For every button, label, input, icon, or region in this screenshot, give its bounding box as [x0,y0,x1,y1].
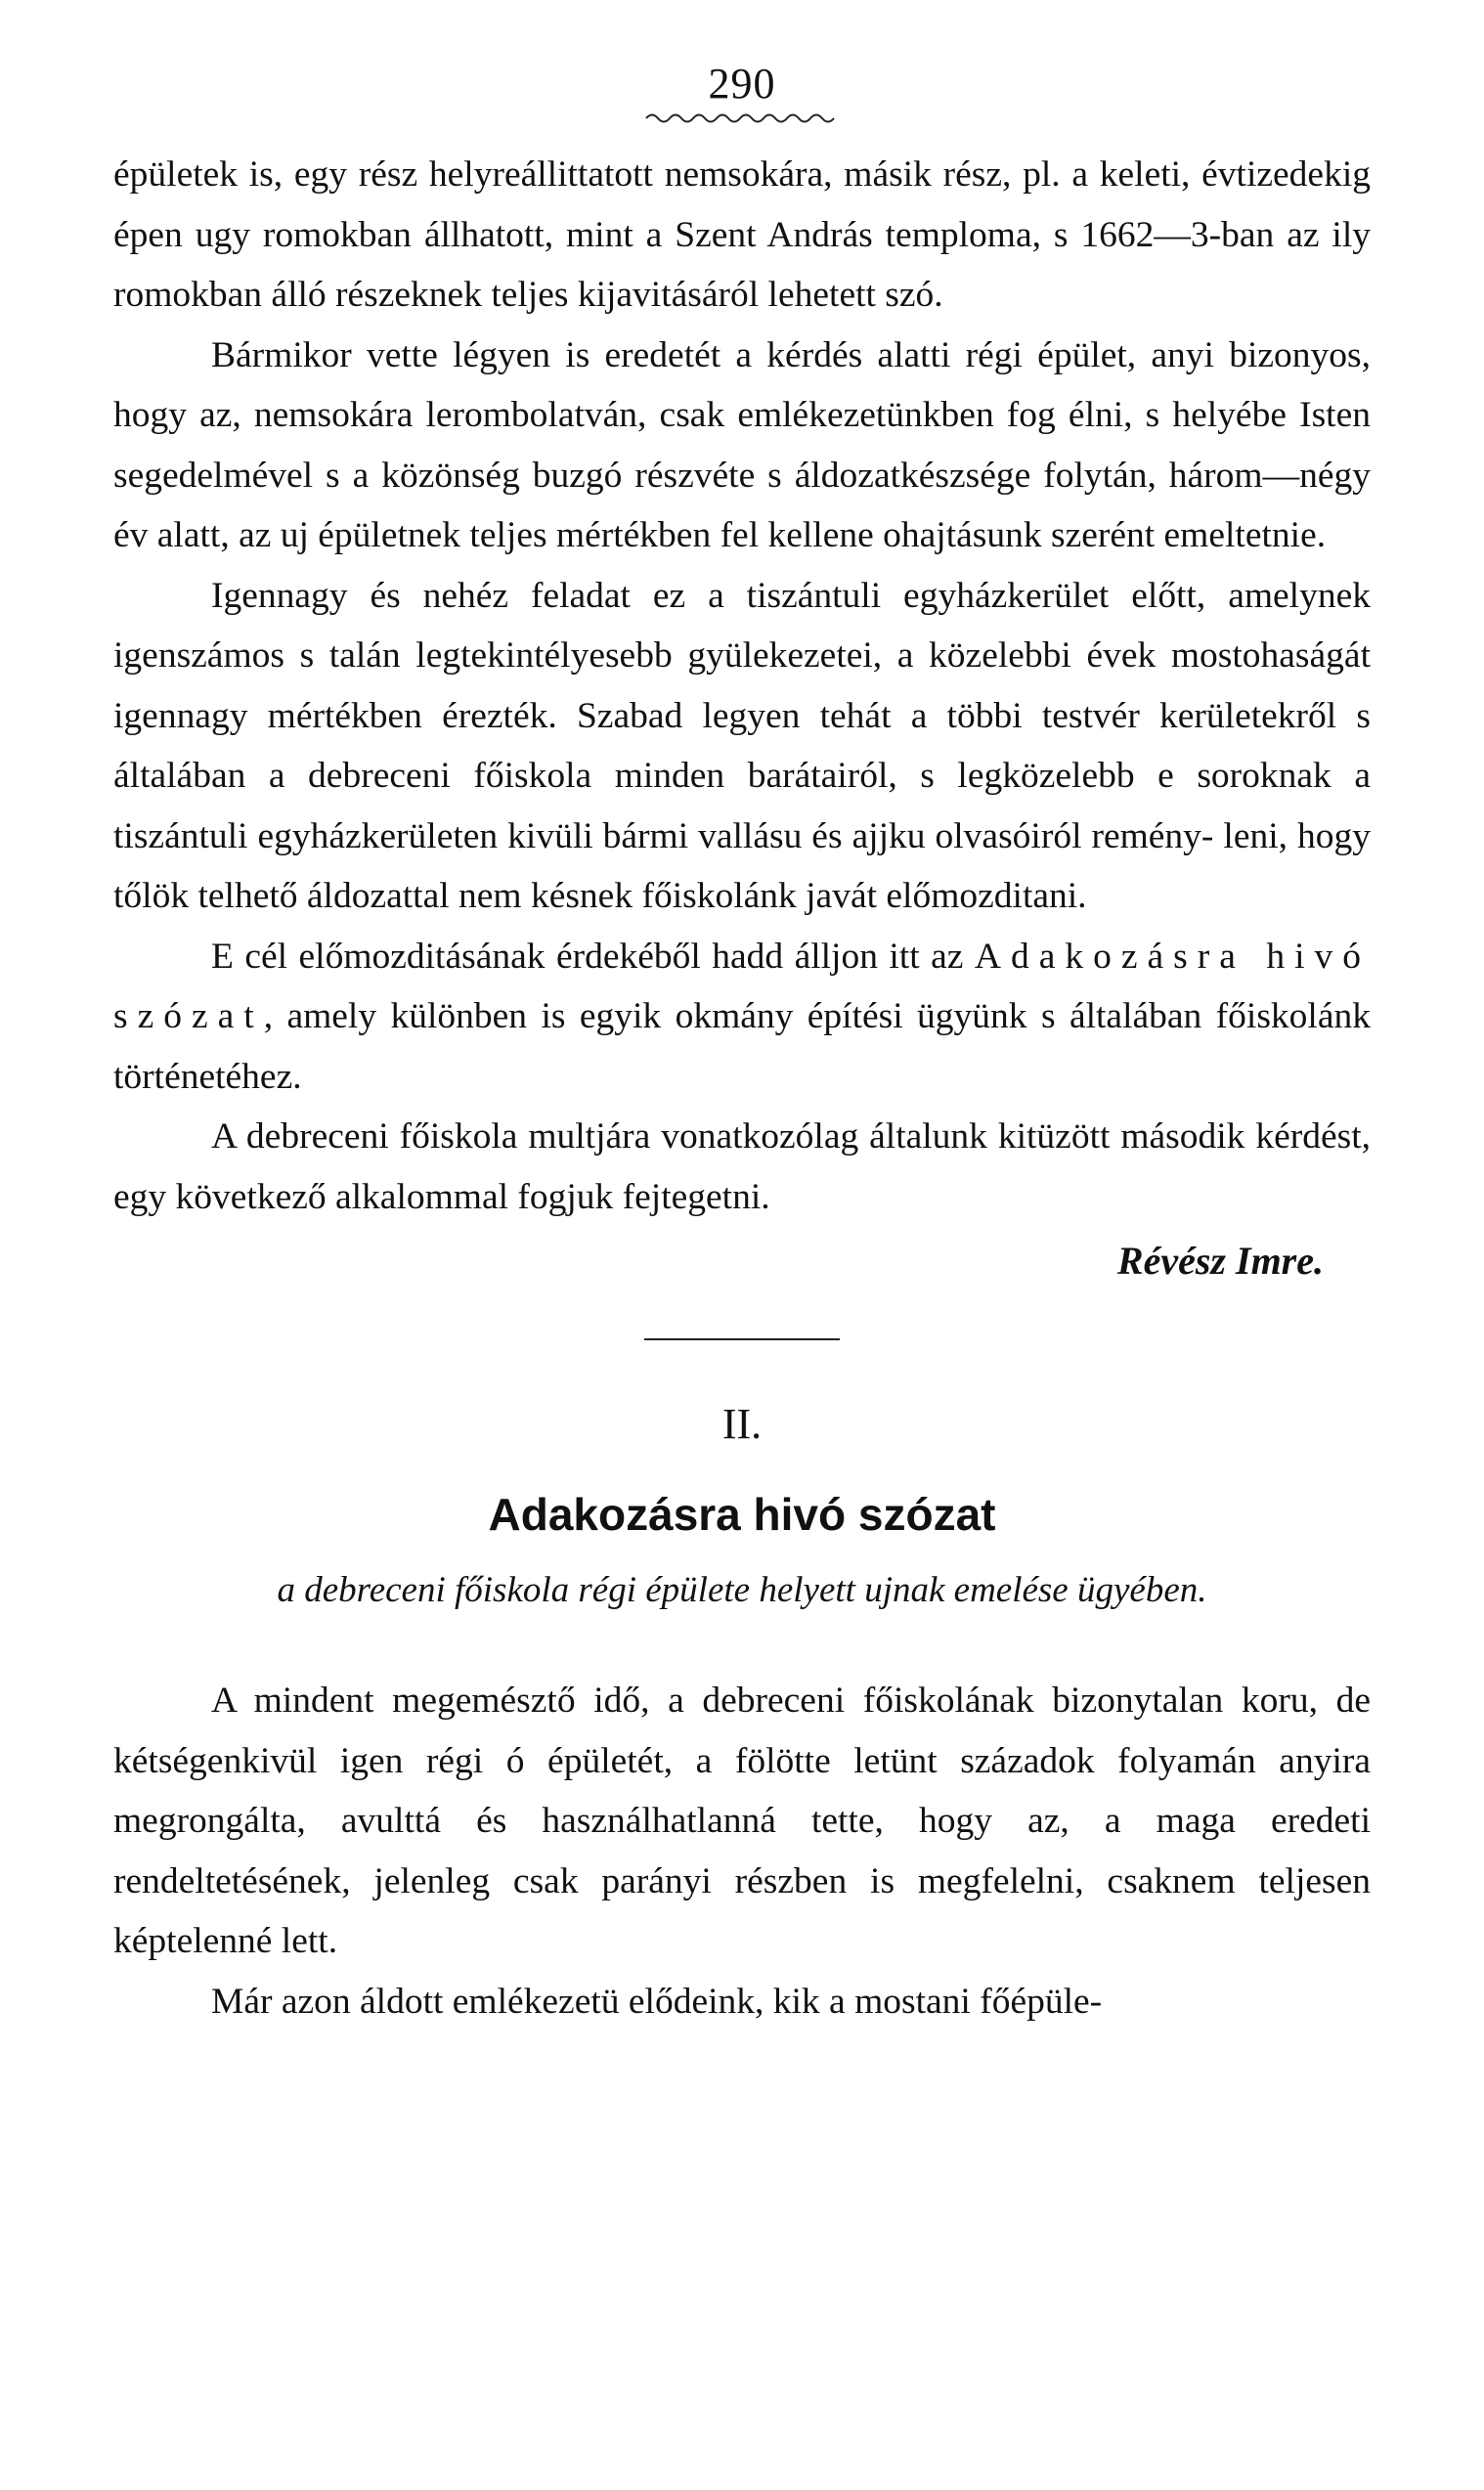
paragraph-4-end: , amely különben is egyik okmány építési ügyünk s általában főiskolánk történetéhez. [113,996,1371,1097]
document-page [113,59,1371,2031]
section-number: II. [721,1400,763,1448]
section-heading: Adakozásra hivó szózat [488,1489,996,1540]
section-subtitle: a debreceni főiskola régi épülete helyett ujnak emelése ügyében. [277,1570,1207,1610]
paragraph-5: A debreceni főiskola multjára vonatkozólag általunk kitüzött második kérdést, egy következő alkalommal fogjuk fejtegetni. [113,1116,1371,1217]
paragraph-2: Bármikor vette légyen is eredetét a kérdés alatti régi épület, anyi bizonyos, hogy az, nemsokára lerombolatván, csak emlékezetünkben fog élni, s helyébe Isten segedelmével s a közönség buzgó részvéte s áldozatkészsége folytán, három—négy év alatt, az uj épületnek teljes mértékben fel kellene ohajtásunk szerént emeltetnie. [113,334,1371,555]
section-divider [644,1338,840,1340]
author-signature: Révész Imre. [1116,1239,1324,1283]
paragraph-4-start: E cél előmozditásának érdekéből hadd álljon itt az [211,936,975,977]
paragraph-7: Már azon áldott emlékezetü elődeink, kik a mostani főépüle- [211,1981,1103,2022]
paragraph-4 [113,927,1371,1108]
wavy-ornament [644,109,840,127]
paragraph-3: Igennagy és nehéz feladat ez a tiszántuli egyházkerület előtt, amelynek igenszámos s talán legtekintélyesebb gyülekezetei, a közelebbi évek mostohaságát igennagy mértékben érezték. Szabad legyen tehát a többi testvér kerületekről s általában a debreceni főiskola minden barátairól, s legközelebb e soroknak a tiszántuli egyházkerületen kivüli bármi vallásu és ajjku olvasóiról remény- leni, hogy tőlök telhető áldozattal nem késnek főiskolánk javát előmozditani. [113,575,1371,916]
page-number: 290 [708,60,776,108]
paragraph-6: A mindent megemésztő idő, a debreceni főiskolának bizonytalan koru, de kétségenkivül igen régi ó épületét, a fölötte letünt századok folyamán anyira megrongálta, avulttá és használhatlanná tette, hogy az, a maga eredeti rendeltetésének, jelenleg csak parányi részben is megfelelni, csaknem teljesen képtelenné lett. [113,1681,1371,1961]
spaced-title-reference: Adakozásra hivó szózat [113,936,1371,1036]
paragraph-1: épületek is, egy rész helyreállittatott nemsokára, másik rész, pl. a keleti, évtizedekig épen ugy romokban állhatott, mint a Szent András temploma, s 1662—3-ban az ily romokban álló részeknek teljes kijavitásáról lehetett szó. [113,154,1371,315]
